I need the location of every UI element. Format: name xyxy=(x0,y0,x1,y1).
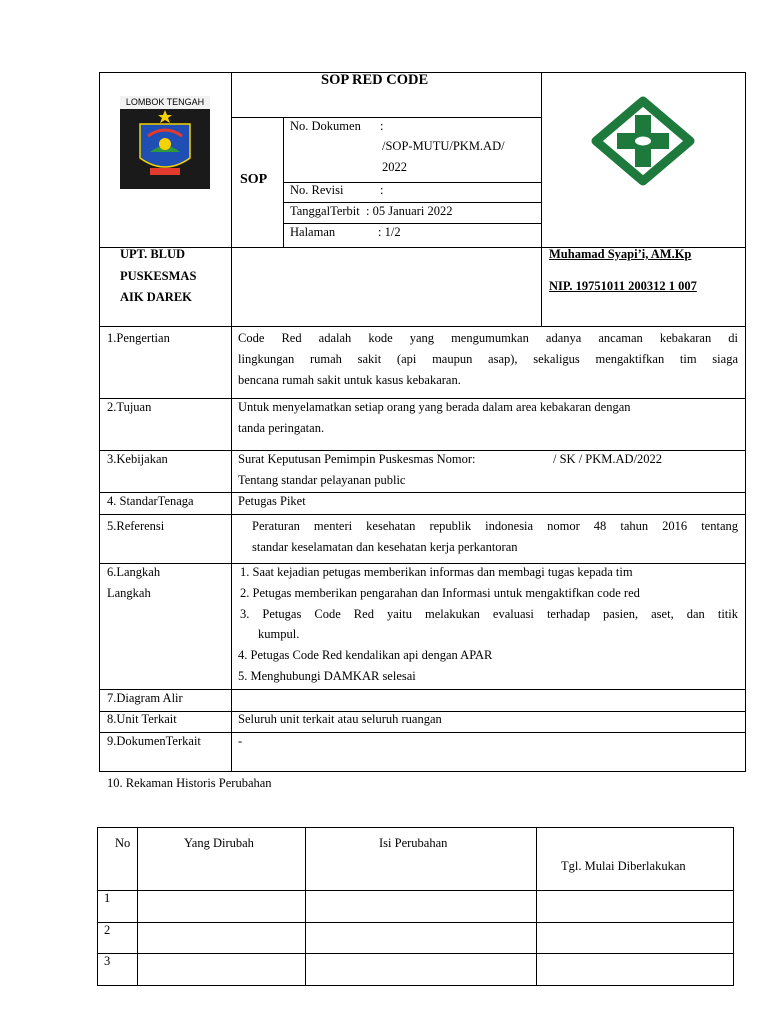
regional-emblem-icon xyxy=(120,96,210,189)
revision-colon: : xyxy=(380,183,384,197)
lombok-tengah-logo xyxy=(120,96,210,189)
pengertian-line1: Code Red adalah kode yang mengumumkan adanya ancaman kebakaran di xyxy=(238,331,738,345)
history-col-date: Tgl. Mulai Diberlakukan xyxy=(561,859,686,873)
kebijakan-line1: Surat Keputusan Pemimpin Puskesmas Nomor: xyxy=(238,452,476,466)
pengertian-line3: bencana rumah sakit untuk kasus kebakaran. xyxy=(238,373,461,387)
unit-terkait-label: 8.Unit Terkait xyxy=(107,712,177,726)
issue-date-label: TanggalTerbit xyxy=(290,204,360,218)
dokumen-terkait-label: 9.DokumenTerkait xyxy=(107,734,201,748)
dokumen-terkait-value: - xyxy=(238,734,243,748)
revision-label: No. Revisi xyxy=(290,183,344,197)
history-col-changed: Yang Dirubah xyxy=(184,836,254,850)
puskesmas-logo-icon xyxy=(588,93,698,189)
doc-number-year: 2022 xyxy=(382,160,407,174)
sop-label: SOP xyxy=(240,172,268,187)
tujuan-line2: tanda peringatan. xyxy=(238,421,325,435)
referensi-line1: Peraturan menteri kesehatan republik indonesia nomor 48 tahun 2016 tentang xyxy=(252,519,738,533)
unit-terkait-value: Seluruh unit terkait atau seluruh ruangan xyxy=(238,712,442,726)
page-label: Halaman xyxy=(290,225,336,239)
referensi-line2: standar keselamatan dan kesehatan kerja perkantoran xyxy=(252,540,518,554)
pengertian-label: 1.Pengertian xyxy=(107,331,170,345)
step-2: 2. Petugas memberikan pengarahan dan Informasi untuk mengaktifkan code red xyxy=(240,586,640,600)
document-title: SOP RED CODE xyxy=(321,72,429,88)
history-col-no: No xyxy=(115,836,131,850)
standar-tenaga-value: Petugas Piket xyxy=(238,494,306,508)
kebijakan-label: 3.Kebijakan xyxy=(107,452,168,466)
langkah-label: 6.Langkah xyxy=(107,565,161,579)
diagram-alir-label: 7.Diagram Alir xyxy=(107,691,183,705)
history-title: 10. Rekaman Historis Perubahan xyxy=(107,776,272,790)
page-value: : 1/2 xyxy=(378,225,401,239)
logo-text: LOMBOK TENGAH xyxy=(120,96,210,109)
pengertian-line2: lingkungan rumah sakit (api maupun asap), sekaligus mengaktifkan tim siaga xyxy=(238,352,738,366)
history-row-no: 2 xyxy=(104,923,111,937)
org-name-line2: PUSKESMAS xyxy=(120,269,197,283)
step-4: 4. Petugas Code Red kendalikan api dengan APAR xyxy=(238,648,493,662)
kebijakan-sk-number: / SK / PKM.AD/2022 xyxy=(553,452,663,466)
step-3: 3. Petugas Code Red yaitu melakukan evaluasi terhadap pasien, aset, dan titik xyxy=(240,607,738,621)
doc-number-colon: : xyxy=(380,119,384,133)
langkah-label-cont: Langkah xyxy=(107,586,151,600)
doc-number-value: /SOP-MUTU/PKM.AD/ xyxy=(382,139,505,153)
kebijakan-line2: Tentang standar pelayanan public xyxy=(238,473,406,487)
referensi-label: 5.Referensi xyxy=(107,519,165,533)
signer-name: Muhamad Syapi’i, AM.Kp xyxy=(549,247,692,261)
step-3-cont: kumpul. xyxy=(258,627,300,641)
org-name-line3: AIK DAREK xyxy=(120,290,192,304)
history-col-content: Isi Perubahan xyxy=(379,836,448,850)
history-row-no: 1 xyxy=(104,891,111,905)
history-row-no: 3 xyxy=(104,954,111,968)
standar-tenaga-label: 4. StandarTenaga xyxy=(107,494,194,508)
tujuan-label: 2.Tujuan xyxy=(107,400,152,414)
step-5: 5. Menghubungi DAMKAR selesai xyxy=(238,669,416,683)
signer-nip: NIP. 19751011 200312 1 007 xyxy=(549,279,697,293)
doc-number-label: No. Dokumen xyxy=(290,119,361,133)
org-name-line1: UPT. BLUD xyxy=(120,247,186,261)
tujuan-line1: Untuk menyelamatkan setiap orang yang berada dalam area kebakaran dengan xyxy=(238,400,631,414)
issue-date-value: : 05 Januari 2022 xyxy=(366,204,453,218)
step-1: 1. Saat kejadian petugas memberikan informas dan membagi tugas kepada tim xyxy=(240,565,633,579)
